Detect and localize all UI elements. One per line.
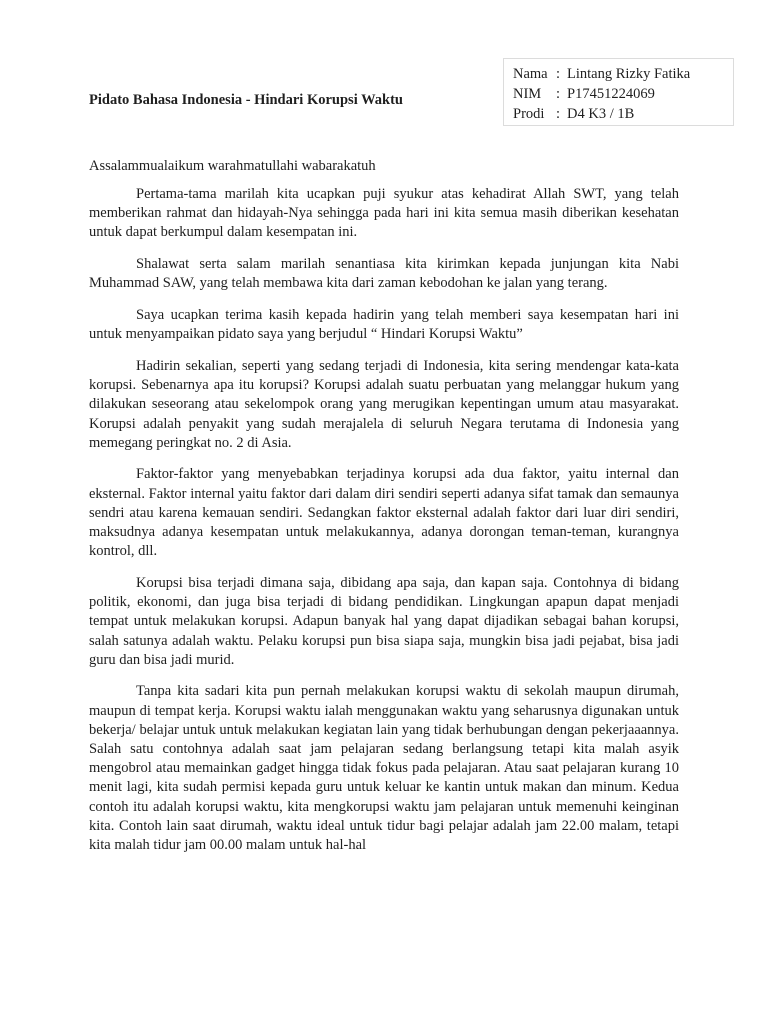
document-title: Pidato Bahasa Indonesia - Hindari Korupsi Waktu [89, 92, 403, 108]
identity-label: NIM [513, 86, 542, 102]
greeting: Assalammualaikum warahmatullahi wabarakatuh [89, 158, 376, 174]
speech-body [89, 185, 679, 868]
paragraph-time-corruption: Tanpa kita sadari kita pun pernah melakukan korupsi waktu di sekolah maupun dirumah, maupun di tempat kerja. Korupsi waktu ialah menggunakan waktu yang seharusnya digunakan untuk bekerja/ belajar untuk untuk melakukan kegiatan lain yang tidak berhubungan dengan pekerjaaannya. Salah satu contohnya adalah saat jam pelajaran sedang berlangsung tetapi kita malah asyik mengobrol atau memainkan gadget hingga tidak fokus pada pelajaran. Atau saat pelajaran kurang 10 menit lagi, kita sudah permisi kepada guru untuk keluar ke kantin untuk makan dan minum. Kedua contoh itu adalah korupsi waktu, kita mengkorupsi waktu jam pelajaran untuk memenuhi keinginan kita. Contoh lain saat dirumah, waktu ideal untuk tidur bagi pelajar adalah jam 22.00 malam, tetapi kita malah tidur jam 00.00 malam untuk hal-hal [89, 683, 679, 854]
identity-label: Nama [513, 66, 548, 82]
paragraph-definition: Hadirin sekalian, seperti yang sedang terjadi di Indonesia, kita sering mendengar kata-kata korupsi. Sebenarnya apa itu korupsi? Korupsi adalah suatu perbuatan yang melanggar hukum yang dilakukan seseorang atau sekelompok orang yang merugikan kepentingan umum atau masyarakat. Korupsi adalah penyakit yang sudah merajalela di seluruh Negara terutama di Indonesia yang memegang peringkat no. 2 di Asia. [89, 357, 679, 451]
identity-label: Prodi [513, 106, 545, 122]
paragraph-shalawat: Shalawat serta salam marilah senantiasa kita kirimkan kepada junjungan kita Nabi Muhammad SAW, yang telah membawa kita dari zaman kebodohan ke jalan yang terang. [89, 256, 679, 292]
identity-row-name [513, 64, 733, 84]
paragraph-factors: Faktor-faktor yang menyebabkan terjadinya korupsi ada dua faktor, yaitu internal dan eksternal. Faktor internal yaitu faktor dari dalam diri sendiri seperti adanya sifat tamak dan semaunya sendri atau karena kemauan sendiri. Sedangkan faktor eksternal adalah faktor dari luar diri sendiri, maksudnya adanya kesempatan untuk melakukannya, adanya dorongan teman-teman, kurangnya kontrol, dll. [89, 466, 679, 560]
identity-value: D4 K3 / 1B [567, 106, 635, 122]
identity-separator: : [556, 106, 561, 122]
paragraph-where: Korupsi bisa terjadi dimana saja, dibidang apa saja, dan kapan saja. Contohnya di bidang politik, ekonomi, dan juga bisa terjadi di bidang pendidikan. Lingkungan apapun dapat menjadi tempat untuk melakukan korupsi. Adapun banyak hal yang dapat dijadikan sebagai bahan korupsi, salah satunya adalah waktu. Pelaku korupsi pun bisa siapa saja, mungkin bisa jadi pejabat, bisa jadi guru dan bisa jadi murid. [89, 574, 679, 668]
identity-value: P17451224069 [567, 86, 655, 102]
paragraph-opening: Pertama-tama marilah kita ucapkan puji syukur atas kehadirat Allah SWT, yang telah memberikan rahmat dan hidayah-Nya sehingga pada hari ini kita semua masih diberikan kesehatan untuk dapat berkumpul dalam kesempatan ini. [89, 186, 679, 241]
student-identity-box [503, 58, 734, 126]
identity-value: Lintang Rizky Fatika [567, 66, 691, 82]
paragraph-thanks: Saya ucapkan terima kasih kepada hadirin yang telah memberi saya kesempatan hari ini untuk menyampaikan pidato saya yang berjudul “ Hindari Korupsi Waktu” [89, 307, 679, 343]
identity-row-prodi [513, 104, 733, 124]
identity-separator: : [556, 66, 561, 82]
identity-separator: : [556, 86, 561, 102]
identity-row-nim [513, 84, 733, 104]
